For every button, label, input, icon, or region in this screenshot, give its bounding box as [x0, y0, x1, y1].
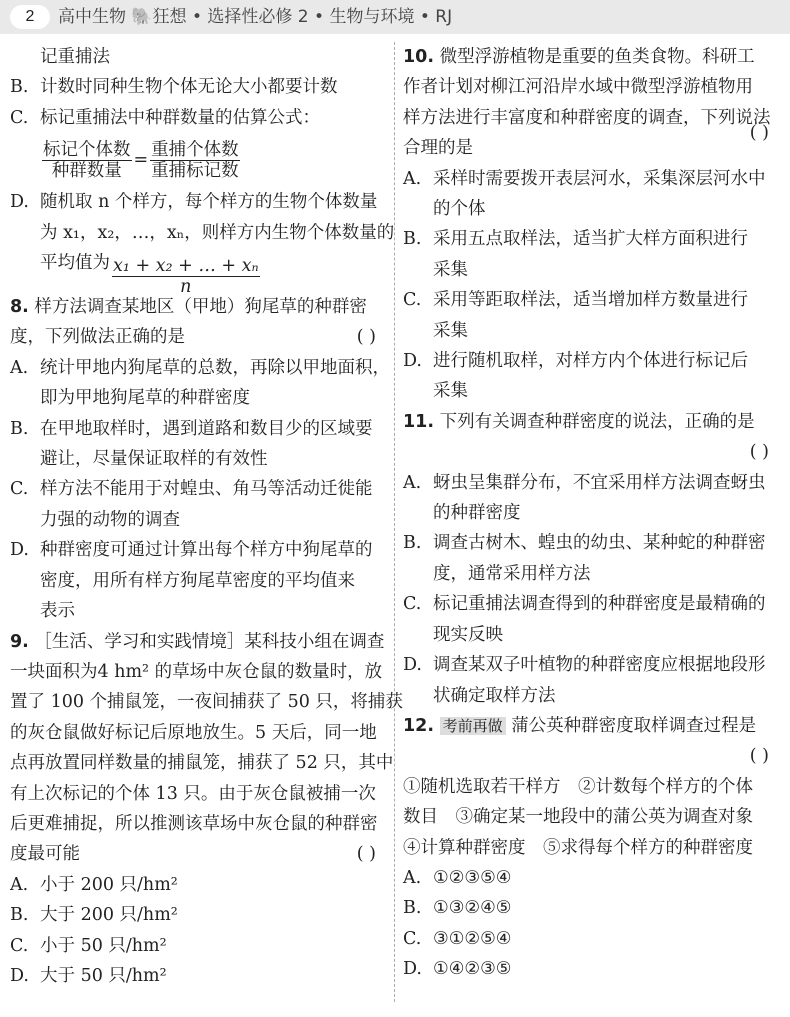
q12-steps-line1: ①随机选取若干样方 ②计数每个样方的个体 [403, 776, 753, 797]
q9-line7: 后更难捕捉，所以推测该草场中灰仓鼠的种群密 [10, 813, 378, 834]
q9-option-a: A. 小于 200 只/hm² [10, 874, 178, 895]
q10-option-d: D. 进行随机取样，对样方内个体进行标记后 [403, 351, 748, 372]
q11-option-d: D. 调查某双子叶植物的种群密度应根据地段形 [403, 655, 766, 676]
q8-stem: 8. 样方法调查某地区（甲地）狗尾草的种群密 [10, 297, 367, 318]
q10-option-d-line2: 采集 [433, 381, 468, 402]
q9-option-c: C. 小于 50 只/hm² [10, 935, 167, 956]
q11-option-b-line2: 度，通常采用样方法 [433, 563, 591, 584]
answer-paren: ( ) [749, 123, 769, 144]
q10-option-b-line2: 采集 [433, 259, 468, 280]
q10-option-c-line2: 采集 [433, 320, 468, 341]
q10-line3: 样方法进行丰富度和种群密度的调查，下列说法 [403, 107, 771, 128]
answer-paren: ( ) [356, 844, 376, 865]
answer-paren: ( ) [749, 442, 769, 463]
q10-line4: 合理的是 ( ) [403, 133, 777, 163]
q11-option-c-line2: 现实反映 [433, 624, 503, 645]
header-title: 高中生物 🐘️狂想 • 选择性必修 2 • 生物与环境 • RJ [58, 7, 453, 27]
q12-stem: 12. 考前再做 蒲公英种群密度取样调查过程是 [403, 715, 757, 736]
q8-option-a: A. 统计甲地内狗尾草的总数，再除以甲地面积， [10, 357, 390, 378]
column-divider [394, 42, 395, 1002]
q9-option-b: B. 大于 200 只/hm² [10, 905, 178, 926]
q10-line2: 作者计划对柳江河沿岸水域中微型浮游植物用 [403, 77, 753, 98]
exam-review-tag: 考前再做 [440, 717, 506, 735]
q12-option-a: A. ①②③⑤④ [403, 867, 512, 888]
q7-formula: $\frac{\text{标记个体数}}{\text{种群数量}}$ = $\frac{\text{重捕个体数}}{\text{重捕标记数}}$ [43, 139, 239, 181]
q11-option-a-line2: 的种群密度 [433, 503, 521, 524]
q11-option-c: C. 标记重捕法调查得到的种群密度是最精确的 [403, 594, 766, 615]
q11-option-d-line2: 状确定取样方法 [433, 685, 556, 706]
q12-option-d: D. ①④②③⑤ [403, 959, 512, 980]
q9-line5: 点再放置同样数量的捕鼠笼，捕获了 52 只，其中 [10, 753, 394, 774]
q8-option-a-line2: 即为甲地狗尾草的种群密度 [40, 388, 250, 409]
q11-stem: 11. 下列有关调查种群密度的说法，正确的是 [403, 411, 755, 432]
q9-line8: 度最可能 ( ) [10, 839, 384, 869]
q9-option-d: D. 大于 50 只/hm² [10, 965, 167, 986]
q7-option-c: C. 标记重捕法中种群数量的估算公式： [10, 107, 320, 128]
q8-option-d: D. 种群密度可通过计算出每个样方中狗尾草的 [10, 540, 373, 561]
left-column [10, 42, 403, 991]
q8-option-d-line3: 表示 [40, 601, 75, 622]
page-header [0, 0, 790, 34]
q8-option-b: B. 在甲地取样时，遇到道路和数目少的区域要 [10, 418, 373, 439]
q9-stem: 9. ［生活、学习和实践情境］某科技小组在调查 [10, 631, 385, 652]
q7-option-d: D. 随机取 n 个样方，每个样方的生物个体数量 [10, 192, 378, 213]
q12-steps-line3: ④计算种群密度 ⑤求得每个样方的种群密度 [403, 837, 753, 858]
q7-option-d-line2: 为 x₁，x₂，…，xₙ，则样方内生物个体数量的 [40, 222, 395, 243]
page-number: 2 [10, 5, 50, 29]
q11-option-a: A. 蚜虫呈集群分布，不宜采用样方法调查蚜虫 [403, 472, 766, 493]
q7-option-b: B. 计数时同种生物个体无论大小都要计数 [10, 77, 338, 98]
q9-line2: 一块面积为4 hm² 的草场中灰仓鼠的数量时，放 [10, 661, 383, 682]
q9-line4: 的灰仓鼠做好标记后原地放生。5 天后，同一地 [10, 722, 377, 743]
q9-line3: 置了 100 个捕鼠笼，一夜间捕获了 50 只，将捕获 [10, 692, 403, 713]
answer-paren: ( ) [749, 746, 769, 767]
q7-average-formula: 平均值为 $\frac{\text{x₁ + x₂ + … + xₙ}}{n}$ [40, 253, 259, 298]
q9-line6: 有上次标记的个体 13 只。由于灰仓鼠被捕一次 [10, 783, 376, 804]
q7-continuation: 记重捕法 [40, 47, 110, 67]
q10-option-a-line2: 的个体 [433, 199, 486, 220]
q11-option-b: B. 调查古树木、蝗虫的幼虫、某种蛇的种群密 [403, 533, 766, 554]
q8-stem-line2: 度，下列做法正确的是 ( ) [10, 322, 384, 352]
q10-option-b: B. 采用五点取样法，适当扩大样方面积进行 [403, 229, 748, 250]
q12-option-c: C. ③①②⑤④ [403, 928, 512, 949]
q8-option-b-line2: 避让，尽量保证取样的有效性 [40, 449, 268, 470]
q11-paren-line [403, 437, 777, 467]
q12-option-b: B. ①③②④⑤ [403, 898, 512, 919]
answer-paren: ( ) [356, 327, 376, 348]
q12-paren-line [403, 741, 777, 771]
q10-stem: 10. 微型浮游植物是重要的鱼类食物。科研工 [403, 47, 755, 67]
q8-option-c-line2: 力强的动物的调查 [40, 509, 180, 530]
q8-option-c: C. 样方法不能用于对蝗虫、角马等活动迁徙能 [10, 479, 373, 500]
q10-option-a: A. 采样时需要拨开表层河水，采集深层河水中 [403, 168, 766, 189]
q12-steps-line2: 数目 ③确定某一地段中的蒲公英为调查对象 [403, 807, 753, 828]
right-column [403, 42, 777, 985]
q10-option-c: C. 采用等距取样法，适当增加样方数量进行 [403, 290, 748, 311]
q8-option-d-line2: 密度，用所有样方狗尾草密度的平均值来 [40, 570, 355, 591]
